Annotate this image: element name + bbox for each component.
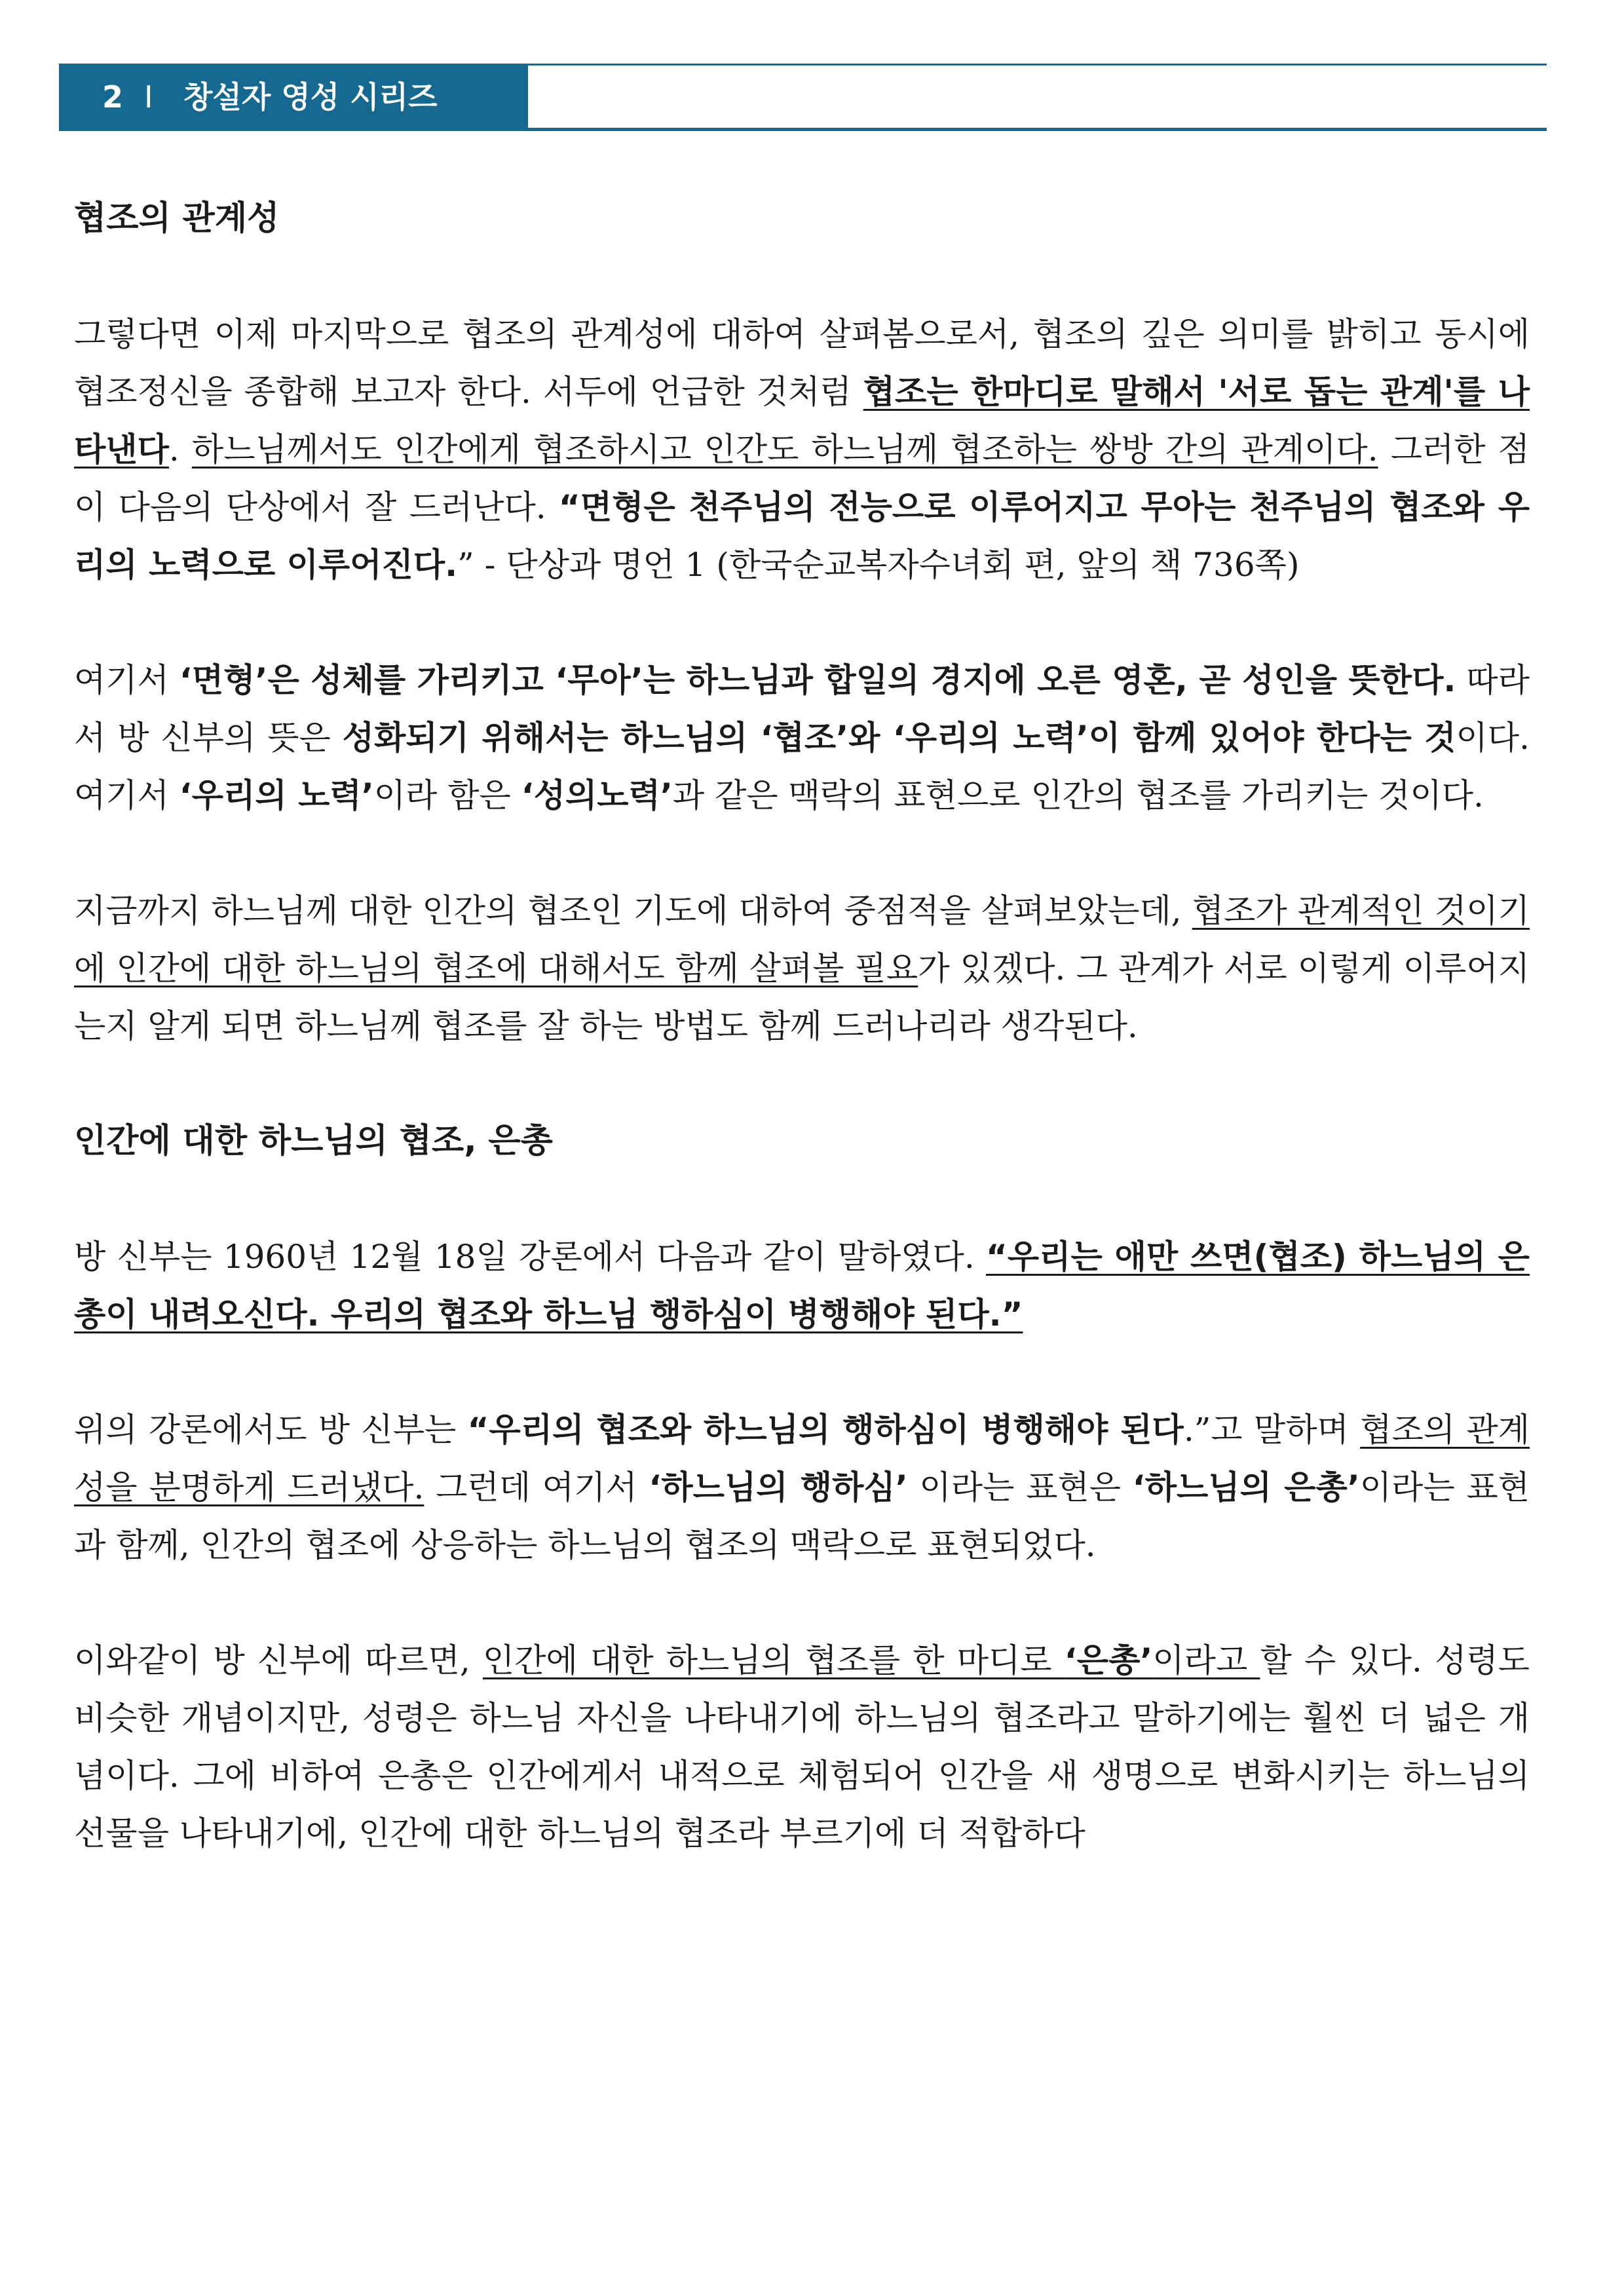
paragraph-sermon-analysis: 위의 강론에서도 방 신부는 “우리의 협조와 하느님의 행하심이 병행해야 된다.”고 말하며 협조의 관계성을 분명하게 드러냈다. 그런데 여기서 ‘하느님의 행하심’ 이라는 표현은 ‘하느님의 은총’이라는 표현과 함께, 인간의 협조에 상응하는 하느님의 협조의 맥락으로 표현되었다.	[74, 1411, 1530, 1564]
underlined-grace-definition: 인간에 대한 하느님의 협조를 한 마디로 ‘은총’이라고	[482, 1641, 1260, 1679]
definition-myeonhyeong-muah: ‘면형’은 성체를 가리키고 ‘무아’는 하느님과 합일의 경지에 오른 영혼, 곧 성인을 뜻한다.	[179, 661, 1456, 699]
header-rule-bottom	[59, 128, 1547, 131]
quote-myeonhyeong: “면형은 천주님의 전능으로 이루어지고 무아는 천주님의 협조와 우리의 노력으로 이루어진다.	[74, 488, 1530, 584]
page-header	[59, 64, 1547, 131]
series-title: 창설자 영성 시리즈	[183, 79, 438, 115]
header-separator: I	[144, 79, 153, 115]
term-sincere-effort: ‘성의노력’	[521, 776, 673, 814]
section-heading-grace: 인간에 대한 하느님의 협조, 은총	[74, 1122, 553, 1160]
term-god-grace: ‘하느님의 은총’	[1132, 1468, 1360, 1506]
paragraph-sermon-quote: 방 신부는 1960년 12월 18일 강론에서 다음과 같이 말하였다. “우리는 애만 쓰면(협조) 하느님의 은총이 내려오신다. 우리의 협조와 하느님 행하심이 병행해야 된다.”	[74, 1238, 1530, 1333]
underlined-two-way-relation: 하느님께서도 인간에게 협조하시고 인간도 하느님께 협조하는 쌍방 간의 관계이다.	[191, 430, 1378, 469]
key-phrase-sanctification: 성화되기 위해서는 하느님의 ‘협조’와 ‘우리의 노력’이 함께 있어야 한다는 것	[342, 719, 1456, 757]
quote-sermon-1960: “우리는 애만 쓰면(협조) 하느님의 은총이 내려오신다. 우리의 협조와 하느님 행하심이 병행해야 된다.”	[74, 1238, 1530, 1333]
underlined-relationship-revealed: 협조의 관계성을 분명하게 드러냈다.	[74, 1411, 1530, 1506]
underlined-relational-cooperation: 협조가 관계적인 것이기에 인간에 대한 하느님의 협조에 대해서도 함께 살펴볼 필요	[74, 892, 1530, 987]
paragraph-prayer-summary: 지금까지 하느님께 대한 인간의 협조인 기도에 대하여 중점적을 살펴보았는데, 협조가 관계적인 것이기에 인간에 대한 하느님의 협조에 대해서도 함께 살펴볼 필요가 있겠다. 그 관계가 서로 이렇게 이루어지는지 알게 되면 하느님께 협조를 잘 하는 방법도 함께 드러나리라 생각된다.	[74, 892, 1530, 1045]
document-body	[74, 190, 1530, 1862]
paragraph-relationship-intro: 그렇다면 이제 마지막으로 협조의 관계성에 대하여 살펴봄으로서, 협조의 깊은 의미를 밝히고 동시에 협조정신을 종합해 보고자 한다. 서두에 언급한 것처럼 협조는 한마디로 말해서 '서로 돕는 관계'를 나타낸다. 하느님께서도 인간에게 협조하시고 인간도 하느님께 협조하는 쌍방 간의 관계이다. 그러한 점이 다음의 단상에서 잘 드러난다. “면형은 천주님의 전능으로 이루어지고 무아는 천주님의 협조와 우리의 노력으로 이루어진다.” - 단상과 명언 1 (한국순교복자수녀회 편, 앞의 책 736쪽)	[74, 315, 1530, 584]
paragraph-grace-definition: 이와같이 방 신부에 따르면, 인간에 대한 하느님의 협조를 한 마디로 ‘은총’이라고 할 수 있다. 성령도 비슷한 개념이지만, 성령은 하느님 자신을 나타내기에 하느님의 협조라고 말하기에는 훨씬 더 넓은 개념이다. 그에 비하여 은총은 인간에게서 내적으로 체험되어 인간을 새 생명으로 변화시키는 하느님의 선물을 나타내기에, 인간에 대한 하느님의 협조라 부르기에 더 적합하다	[74, 1641, 1530, 1852]
term-god-acting: ‘하느님의 행하심’	[649, 1468, 908, 1506]
term-grace: ‘은총’	[1064, 1641, 1153, 1679]
key-phrase-mutual-help: 협조는 한마디로 말해서 '서로 돕는 관계'를 나타낸다	[74, 373, 1530, 469]
term-our-effort: ‘우리의 노력’	[179, 776, 374, 814]
paragraph-myeonhyeong-muah: 여기서 ‘면형’은 성체를 가리키고 ‘무아’는 하느님과 합일의 경지에 오른 영혼, 곧 성인을 뜻한다. 따라서 방 신부의 뜻은 성화되기 위해서는 하느님의 ‘협조’와 ‘우리의 노력’이 함께 있어야 한다는 것이다. 여기서 ‘우리의 노력’이라 함은 ‘성의노력’과 같은 맥락의 표현으로 인간의 협조를 가리키는 것이다.	[74, 661, 1530, 814]
header-title-bar	[59, 64, 528, 131]
header-rule-top	[528, 64, 1547, 66]
section-heading-relationship: 협조의 관계성	[74, 199, 280, 238]
page-number: 2	[102, 79, 124, 115]
quote-parallel-action: “우리의 협조와 하느님의 행하심이 병행해야 된다	[467, 1411, 1184, 1449]
